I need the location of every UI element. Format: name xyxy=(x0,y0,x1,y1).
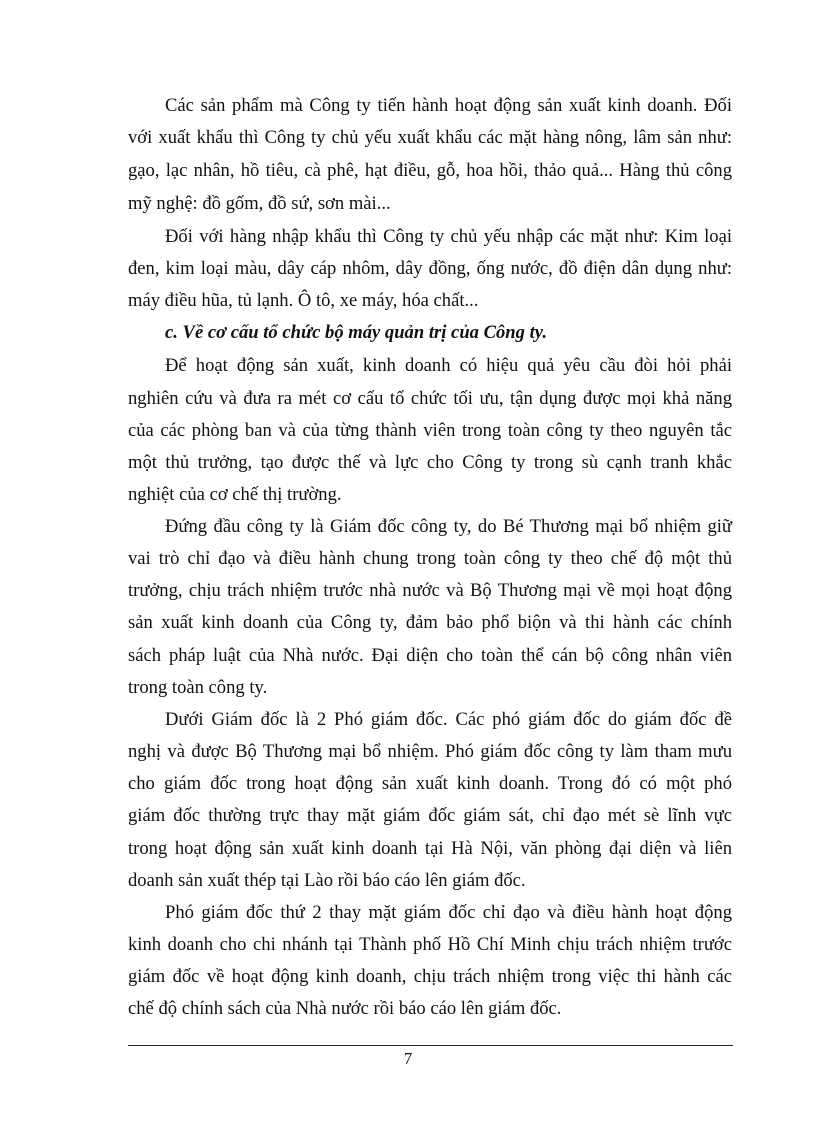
paragraph-line: một thủ trưởng, tạo được thế và lực cho Công ty trong sù cạnh tranh khắc xyxy=(128,452,732,473)
paragraph-line: sách pháp luật của Nhà nước. Đại diện cho toàn thể cán bộ công nhân viên xyxy=(128,645,732,666)
paragraph-line: máy điều hũa, tủ lạnh. Ô tô, xe máy, hóa chất... xyxy=(128,290,479,311)
paragraph-line: chế độ chính sách của Nhà nước rồi báo cáo lên giám đốc. xyxy=(128,998,562,1019)
paragraph-line: giám đốc về hoạt động kinh doanh, chịu trách nhiệm trong việc thi hành các xyxy=(128,966,732,987)
footer-divider xyxy=(128,1045,733,1046)
paragraph-line: đen, kim loại màu, dây cáp nhôm, dây đồng, ống nước, đồ điện dân dụng như: xyxy=(128,258,732,279)
paragraph-line: gạo, lạc nhân, hồ tiêu, cà phê, hạt điều, gỗ, hoa hồi, thảo quả... Hàng thủ công xyxy=(128,160,732,181)
section-heading: c. Về cơ cấu tổ chức bộ máy quản trị của Công ty. xyxy=(165,322,547,343)
paragraph-line: nghiệt của cơ chế thị trường. xyxy=(128,484,342,505)
paragraph-line: Dưới Giám đốc là 2 Phó giám đốc. Các phó giám đốc do giám đốc đề xyxy=(165,709,732,730)
paragraph-line: nghiên cứu và đưa ra mét cơ cấu tổ chức tối ưu, tận dụng được mọi khả năng xyxy=(128,388,732,409)
paragraph-line: Phó giám đốc thứ 2 thay mặt giám đốc chỉ đạo và điều hành hoạt động xyxy=(165,902,732,923)
paragraph-line: giám đốc thường trực thay mặt giám đốc giám sát, chỉ đạo mét sè lĩnh vực xyxy=(128,805,732,826)
paragraph-line: doanh sản xuất thép tại Lào rồi báo cáo lên giám đốc. xyxy=(128,870,526,891)
paragraph-line: Để hoạt động sản xuất, kinh doanh có hiệu quả yêu cầu đòi hỏi phải xyxy=(165,355,732,376)
paragraph-line: với xuất khẩu thì Công ty chủ yếu xuất khẩu các mặt hàng nông, lâm sản như: xyxy=(128,127,732,148)
paragraph-line: nghị và được Bộ Thương mại bổ nhiệm. Phó giám đốc công ty làm tham mưu xyxy=(128,741,732,762)
paragraph-line: cho giám đốc trong hoạt động sản xuất kinh doanh. Trong đó có một phó xyxy=(128,773,732,794)
paragraph-line: mỹ nghệ: đồ gốm, đồ sứ, sơn mài... xyxy=(128,193,391,214)
paragraph-line: Đối với hàng nhập khẩu thì Công ty chủ yếu nhập các mặt như: Kim loại xyxy=(165,226,732,247)
paragraph-line: vai trò chỉ đạo và điều hành chung trong toàn công ty theo chế độ một thủ xyxy=(128,548,732,569)
paragraph-line: Đứng đầu công ty là Giám đốc công ty, do Bé Thương mại bổ nhiệm giữ xyxy=(165,516,732,537)
paragraph-line: kinh doanh cho chi nhánh tại Thành phố Hồ Chí Minh chịu trách nhiệm trước xyxy=(128,934,732,955)
paragraph-line: của các phòng ban và của từng thành viên trong toàn công ty theo nguyên tắc xyxy=(128,420,732,441)
page-number: 7 xyxy=(403,1049,413,1068)
paragraph-line: Các sản phẩm mà Công ty tiến hành hoạt động sản xuất kinh doanh. Đối xyxy=(165,95,732,116)
paragraph-line: trong toàn công ty. xyxy=(128,677,268,698)
paragraph-line: trong hoạt động sản xuất kinh doanh tại Hà Nội, văn phòng đại diện và liên xyxy=(128,838,732,859)
paragraph-line: sản xuất kinh doanh của Công ty, đảm bảo phổ biộn và thi hành các chính xyxy=(128,612,732,633)
paragraph-line: trưởng, chịu trách nhiệm trước nhà nước và Bộ Thương mại về mọi hoạt động xyxy=(128,580,732,601)
